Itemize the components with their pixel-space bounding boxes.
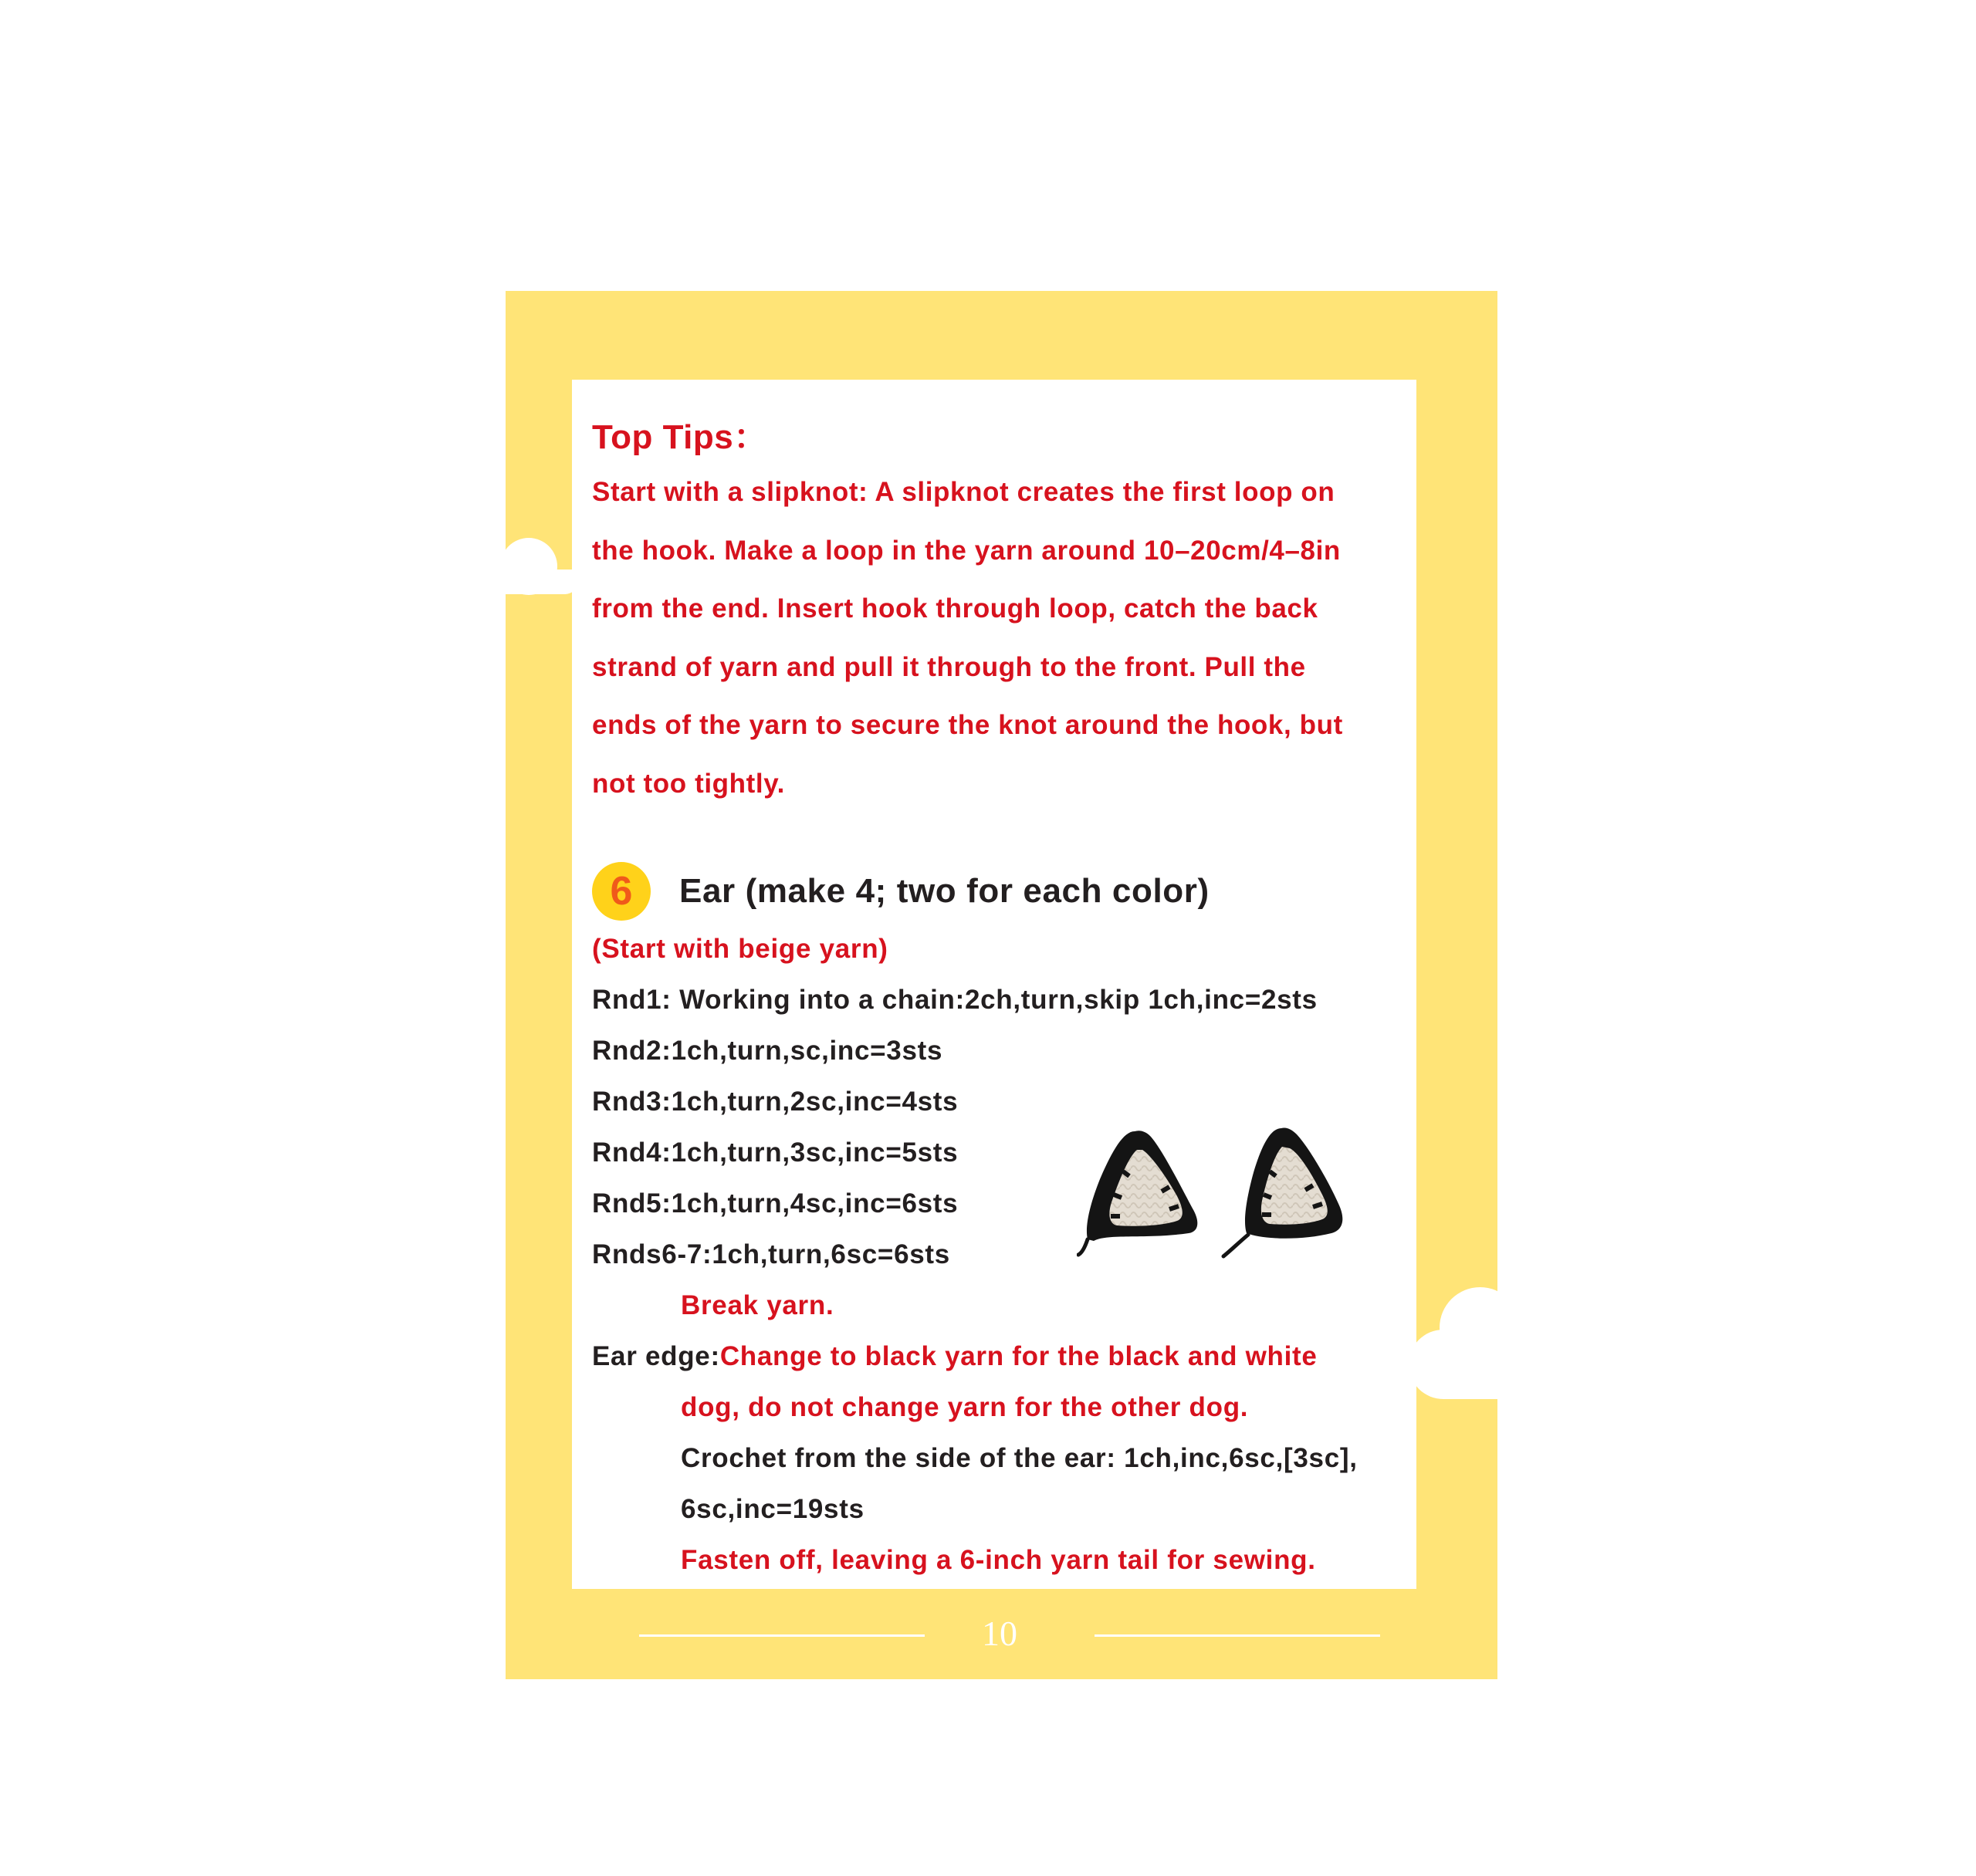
tips-line: strand of yarn and pull it through to the front. Pull the bbox=[592, 651, 1306, 682]
tips-body bbox=[592, 463, 1410, 813]
tips-line: not too tightly. bbox=[592, 768, 785, 799]
ear-edge-instruction-cont: 6sc,inc=19sts bbox=[681, 1494, 864, 1524]
ear-edge-note-cont: dog, do not change yarn for the other dog. bbox=[681, 1392, 1249, 1422]
start-note: (Start with beige yarn) bbox=[592, 934, 888, 964]
step-number-badge: 6 bbox=[592, 862, 651, 921]
round-line: Rnds6-7:1ch,turn,6sc=6sts bbox=[592, 1239, 950, 1269]
round-line: Rnd5:1ch,turn,4sc,inc=6sts bbox=[592, 1188, 959, 1219]
tips-line: ends of the yarn to secure the knot around the hook, but bbox=[592, 710, 1343, 740]
ear-edge-row bbox=[592, 1341, 1318, 1372]
round-line: Rnd3:1ch,turn,2sc,inc=4sts bbox=[592, 1087, 959, 1117]
left-ear-icon bbox=[1078, 1131, 1197, 1255]
footer-rule-right bbox=[1095, 1634, 1380, 1637]
crochet-ears-photo bbox=[1077, 1117, 1362, 1264]
fasten-off-note: Fasten off, leaving a 6-inch yarn tail for sewing. bbox=[681, 1545, 1316, 1575]
round-line: Rnd2:1ch,turn,sc,inc=3sts bbox=[592, 1036, 943, 1066]
break-yarn-note: Break yarn. bbox=[681, 1290, 834, 1320]
cloud-decoration-left-base bbox=[504, 570, 577, 594]
tips-line: Start with a slipknot: A slipknot creates the first loop on bbox=[592, 477, 1335, 507]
cloud-decoration-right-base bbox=[1409, 1330, 1501, 1399]
step-title: Ear (make 4; two for each color) bbox=[679, 872, 1210, 910]
ear-edge-label: Ear edge: bbox=[592, 1341, 720, 1371]
ear-edge-instruction: Crochet from the side of the ear: 1ch,inc,6sc,[3sc], bbox=[681, 1443, 1358, 1473]
tips-line: the hook. Make a loop in the yarn around 10–20cm/4–8in bbox=[592, 535, 1341, 566]
round-line: Rnd1: Working into a chain:2ch,turn,skip 1ch,inc=2sts bbox=[592, 985, 1318, 1015]
round-line: Rnd4:1ch,turn,3sc,inc=5sts bbox=[592, 1137, 959, 1168]
tips-line: from the end. Insert hook through loop, catch the back bbox=[592, 593, 1318, 624]
ear-edge-note: Change to black yarn for the black and white bbox=[719, 1341, 1318, 1371]
page-number: 10 bbox=[982, 1614, 1017, 1653]
footer-rule-left bbox=[639, 1634, 925, 1637]
right-ear-icon bbox=[1223, 1127, 1342, 1256]
tips-title: Top Tips： bbox=[592, 418, 768, 456]
